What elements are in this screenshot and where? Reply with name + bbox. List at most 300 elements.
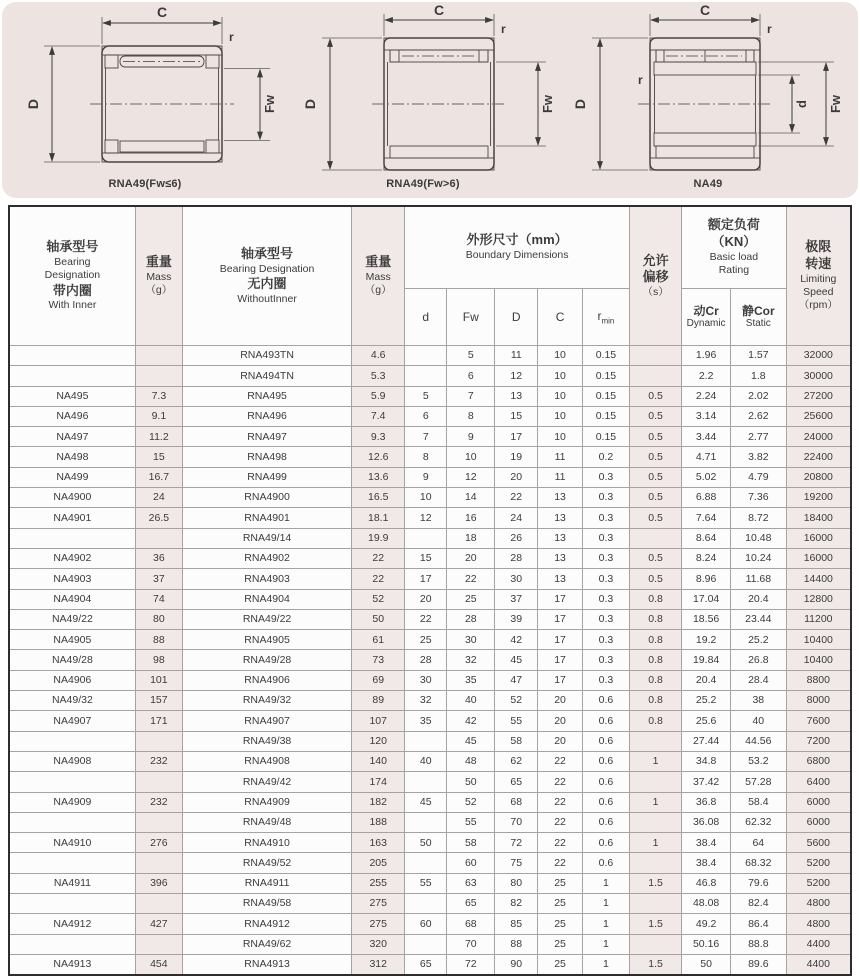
- cell-d: 12: [405, 508, 447, 528]
- cell-na-designation: NA4907: [9, 711, 135, 731]
- cell-static-cor: 53.2: [731, 751, 787, 771]
- table-row: [9, 386, 851, 406]
- cell-mass-na: 157: [135, 691, 182, 711]
- cell-d: 32: [405, 691, 447, 711]
- cell-mass-na: [135, 894, 182, 914]
- table-row: [9, 406, 851, 426]
- cell-d: [405, 366, 447, 386]
- cell-outer-diameter: 24: [495, 508, 538, 528]
- cell-outer-diameter: 19: [495, 447, 538, 467]
- cell-fw: 42: [447, 711, 495, 731]
- cell-dynamic-cr: 34.8: [682, 751, 731, 771]
- cell-mass-na: 98: [135, 650, 182, 670]
- cell-offset: 1.5: [630, 873, 682, 893]
- table-row: [9, 548, 851, 568]
- table-row: [9, 873, 851, 893]
- cell-mass-na: 80: [135, 609, 182, 629]
- cell-d: 25: [405, 630, 447, 650]
- col-header-mass-no-inner: 重量 Mass （g）: [352, 206, 405, 346]
- cell-width-c: 10: [538, 346, 583, 366]
- cell-na-designation: NA4901: [9, 508, 135, 528]
- table-row: [9, 751, 851, 771]
- cell-na-designation: [9, 346, 135, 366]
- cell-dynamic-cr: 8.24: [682, 548, 731, 568]
- cell-fw: 48: [447, 751, 495, 771]
- cell-d: [405, 346, 447, 366]
- cell-d: [405, 731, 447, 751]
- cell-offset: 0.5: [630, 406, 682, 426]
- table-row: [9, 508, 851, 528]
- col-header-fw: Fw: [447, 288, 495, 345]
- cell-offset: 1: [630, 751, 682, 771]
- cell-outer-diameter: 70: [495, 812, 538, 832]
- cell-fw: 22: [447, 569, 495, 589]
- table-row: [9, 467, 851, 487]
- cell-mass-na: [135, 346, 182, 366]
- cell-outer-diameter: 26: [495, 528, 538, 548]
- cell-fw: 18: [447, 528, 495, 548]
- col-header-d: d: [405, 288, 447, 345]
- cell-fw: 58: [447, 833, 495, 853]
- cell-mass-na: 232: [135, 751, 182, 771]
- cell-rna-designation: RNA493TN: [182, 346, 351, 366]
- cell-mass-rna: 275: [352, 914, 405, 934]
- col-header-mass-inner: 重量 Mass （g）: [135, 206, 182, 346]
- cell-rna-designation: RNA4901: [182, 508, 351, 528]
- table-row: [9, 792, 851, 812]
- cell-na-designation: NA49/28: [9, 650, 135, 670]
- cell-rna-designation: RNA49/52: [182, 853, 351, 873]
- cell-fw: 50: [447, 772, 495, 792]
- table-row: [9, 731, 851, 751]
- bearing-spec-table: [8, 205, 852, 976]
- table-row: [9, 894, 851, 914]
- col-header-limiting-speed: 极限 转速 Limiting Speed （rpm）: [786, 206, 851, 346]
- cell-rna-designation: RNA4905: [182, 630, 351, 650]
- cell-fw: 63: [447, 873, 495, 893]
- cell-static-cor: 11.68: [731, 569, 787, 589]
- table-row: [9, 650, 851, 670]
- cell-fw: 25: [447, 589, 495, 609]
- bearing-diagram-rna49-small-fw: [10, 2, 280, 190]
- cell-dynamic-cr: 3.44: [682, 427, 731, 447]
- cell-static-cor: 68.32: [731, 853, 787, 873]
- cell-rna-designation: RNA49/28: [182, 650, 351, 670]
- cell-limiting-speed: 4800: [786, 914, 851, 934]
- col-header-basic-load-rating: 额定负荷 （KN） Basic load Rating: [682, 206, 786, 288]
- cell-static-cor: 57.28: [731, 772, 787, 792]
- col-header-rmin: $r_{min}$: [582, 288, 629, 345]
- cell-rmin: 0.6: [582, 731, 629, 751]
- cell-mass-rna: 13.6: [352, 467, 405, 487]
- cell-fw: 65: [447, 894, 495, 914]
- dim-label-r: r: [229, 30, 234, 44]
- cell-limiting-speed: 30000: [786, 366, 851, 386]
- cell-outer-diameter: 11: [495, 346, 538, 366]
- cell-rna-designation: RNA4911: [182, 873, 351, 893]
- bearing-cross-section-icon: [566, 4, 850, 180]
- cell-rmin: 0.6: [582, 853, 629, 873]
- cell-static-cor: 38: [731, 691, 787, 711]
- cell-limiting-speed: 8800: [786, 670, 851, 690]
- bearing-cross-section-icon: [288, 4, 558, 180]
- cell-fw: 52: [447, 792, 495, 812]
- cell-limiting-speed: 7600: [786, 711, 851, 731]
- cell-outer-diameter: 62: [495, 751, 538, 771]
- cell-rmin: 0.3: [582, 569, 629, 589]
- cell-rmin: 0.3: [582, 589, 629, 609]
- cell-dynamic-cr: 25.2: [682, 691, 731, 711]
- cell-dynamic-cr: 38.4: [682, 833, 731, 853]
- cell-static-cor: 2.02: [731, 386, 787, 406]
- table-body: [9, 346, 851, 976]
- col-header-with-inner: 轴承型号 Bearing Designation 带内圈 With Inner: [9, 206, 135, 346]
- dim-label-fw: Fw: [540, 94, 555, 114]
- cell-d: [405, 853, 447, 873]
- cell-offset: 1.5: [630, 914, 682, 934]
- cell-mass-rna: 5.9: [352, 386, 405, 406]
- cell-d: [405, 812, 447, 832]
- cell-mass-na: 7.3: [135, 386, 182, 406]
- cell-rmin: 0.3: [582, 650, 629, 670]
- col-header-width-c: C: [538, 288, 583, 345]
- cell-limiting-speed: 5600: [786, 833, 851, 853]
- cell-rmin: 0.15: [582, 406, 629, 426]
- cell-mass-na: 9.1: [135, 406, 182, 426]
- cell-static-cor: 25.2: [731, 630, 787, 650]
- cell-mass-rna: 52: [352, 589, 405, 609]
- cell-limiting-speed: 32000: [786, 346, 851, 366]
- cell-offset: [630, 366, 682, 386]
- dim-label-r: r: [767, 22, 772, 36]
- cell-d: 40: [405, 751, 447, 771]
- table-row: [9, 711, 851, 731]
- cell-mass-rna: 73: [352, 650, 405, 670]
- cell-limiting-speed: 5200: [786, 873, 851, 893]
- cell-fw: 32: [447, 650, 495, 670]
- cell-na-designation: NA4903: [9, 569, 135, 589]
- cell-mass-rna: 255: [352, 873, 405, 893]
- cell-width-c: 25: [538, 934, 583, 954]
- cell-mass-na: 101: [135, 670, 182, 690]
- cell-d: [405, 894, 447, 914]
- cell-width-c: 13: [538, 548, 583, 568]
- cell-rmin: 0.15: [582, 366, 629, 386]
- cell-mass-na: 88: [135, 630, 182, 650]
- cell-rna-designation: RNA4907: [182, 711, 351, 731]
- cell-na-designation: NA497: [9, 427, 135, 447]
- cell-mass-rna: 22: [352, 548, 405, 568]
- cell-offset: 0.8: [630, 711, 682, 731]
- diagram-caption: NA49: [693, 178, 723, 190]
- cell-mass-na: [135, 772, 182, 792]
- cell-rna-designation: RNA49/42: [182, 772, 351, 792]
- cell-fw: 55: [447, 812, 495, 832]
- cell-width-c: 10: [538, 406, 583, 426]
- cell-na-designation: NA499: [9, 467, 135, 487]
- col-header-static-cor: 静Cor Static: [731, 288, 787, 345]
- table-row: [9, 772, 851, 792]
- cell-fw: 35: [447, 670, 495, 690]
- cell-width-c: 13: [538, 508, 583, 528]
- cell-mass-rna: 22: [352, 569, 405, 589]
- cell-rmin: 1: [582, 894, 629, 914]
- cell-rmin: 0.6: [582, 792, 629, 812]
- cell-d: 55: [405, 873, 447, 893]
- cell-rmin: 0.3: [582, 670, 629, 690]
- cell-d: [405, 528, 447, 548]
- cell-dynamic-cr: 49.2: [682, 914, 731, 934]
- cell-outer-diameter: 52: [495, 691, 538, 711]
- cell-dynamic-cr: 37.42: [682, 772, 731, 792]
- spec-table-container: [8, 205, 852, 976]
- cell-offset: [630, 894, 682, 914]
- cell-dynamic-cr: 36.8: [682, 792, 731, 812]
- cell-limiting-speed: 4800: [786, 894, 851, 914]
- cell-mass-rna: 275: [352, 894, 405, 914]
- table-row: [9, 934, 851, 954]
- cell-outer-diameter: 47: [495, 670, 538, 690]
- cell-d: 15: [405, 548, 447, 568]
- cell-width-c: 17: [538, 630, 583, 650]
- cell-width-c: 25: [538, 873, 583, 893]
- table-row: [9, 569, 851, 589]
- col-header-without-inner: 轴承型号 Bearing Designation 无内圈 WithoutInner: [182, 206, 351, 346]
- cell-rmin: 0.6: [582, 751, 629, 771]
- cell-rna-designation: RNA4903: [182, 569, 351, 589]
- cell-width-c: 17: [538, 670, 583, 690]
- cell-d: 45: [405, 792, 447, 812]
- cell-d: 60: [405, 914, 447, 934]
- cell-mass-na: 15: [135, 447, 182, 467]
- cell-na-designation: NA4900: [9, 488, 135, 508]
- cell-offset: 0.8: [630, 630, 682, 650]
- cell-rmin: 0.6: [582, 812, 629, 832]
- cell-rmin: 1: [582, 914, 629, 934]
- cell-outer-diameter: 28: [495, 548, 538, 568]
- cell-width-c: 20: [538, 731, 583, 751]
- cell-mass-na: 276: [135, 833, 182, 853]
- cell-outer-diameter: 15: [495, 406, 538, 426]
- cell-d: 10: [405, 488, 447, 508]
- cell-mass-na: 74: [135, 589, 182, 609]
- diagram-caption: RNA49(Fw>6): [386, 178, 460, 190]
- col-header-allowed-offset: 允许 偏移 （s）: [630, 206, 682, 346]
- table-row: [9, 427, 851, 447]
- cell-mass-na: 171: [135, 711, 182, 731]
- cell-static-cor: 1.8: [731, 366, 787, 386]
- dim-label-bore: d: [794, 100, 809, 108]
- cell-outer-diameter: 39: [495, 609, 538, 629]
- cell-rna-designation: RNA49/58: [182, 894, 351, 914]
- dim-label-c: C: [433, 4, 445, 18]
- cell-na-designation: NA4905: [9, 630, 135, 650]
- cell-limiting-speed: 10400: [786, 630, 851, 650]
- cell-width-c: 22: [538, 853, 583, 873]
- cell-width-c: 11: [538, 447, 583, 467]
- cell-static-cor: 8.72: [731, 508, 787, 528]
- cell-d: 35: [405, 711, 447, 731]
- cell-dynamic-cr: 1.96: [682, 346, 731, 366]
- cell-mass-rna: 205: [352, 853, 405, 873]
- cell-mass-rna: 320: [352, 934, 405, 954]
- cell-na-designation: NA4909: [9, 792, 135, 812]
- cell-static-cor: 89.6: [731, 954, 787, 975]
- cell-width-c: 13: [538, 528, 583, 548]
- cell-offset: 1: [630, 833, 682, 853]
- cell-width-c: 22: [538, 812, 583, 832]
- cell-outer-diameter: 20: [495, 467, 538, 487]
- cell-na-designation: NA4911: [9, 873, 135, 893]
- cell-mass-na: [135, 366, 182, 386]
- cell-outer-diameter: 68: [495, 792, 538, 812]
- cell-dynamic-cr: 3.14: [682, 406, 731, 426]
- cell-dynamic-cr: 20.4: [682, 670, 731, 690]
- cell-mass-rna: 120: [352, 731, 405, 751]
- cell-width-c: 25: [538, 894, 583, 914]
- cell-dynamic-cr: 38.4: [682, 853, 731, 873]
- cell-offset: [630, 812, 682, 832]
- cell-d: 28: [405, 650, 447, 670]
- cell-mass-rna: 12.6: [352, 447, 405, 467]
- table-row: [9, 366, 851, 386]
- cell-mass-rna: 5.3: [352, 366, 405, 386]
- cell-limiting-speed: 8000: [786, 691, 851, 711]
- table-row: [9, 954, 851, 975]
- dim-label-r: r: [501, 22, 506, 36]
- cell-mass-rna: 16.5: [352, 488, 405, 508]
- cell-outer-diameter: 55: [495, 711, 538, 731]
- cell-limiting-speed: 10400: [786, 650, 851, 670]
- cell-offset: 0.5: [630, 569, 682, 589]
- cell-dynamic-cr: 17.04: [682, 589, 731, 609]
- dim-label-outer-diameter: D: [302, 98, 318, 110]
- cell-outer-diameter: 65: [495, 772, 538, 792]
- cell-na-designation: [9, 772, 135, 792]
- cell-fw: 12: [447, 467, 495, 487]
- cell-outer-diameter: 80: [495, 873, 538, 893]
- cell-offset: [630, 934, 682, 954]
- cell-dynamic-cr: 2.24: [682, 386, 731, 406]
- cell-na-designation: [9, 853, 135, 873]
- cell-d: [405, 934, 447, 954]
- cell-rna-designation: RNA49/48: [182, 812, 351, 832]
- cell-limiting-speed: 14400: [786, 569, 851, 589]
- cell-rmin: 0.3: [582, 548, 629, 568]
- cell-outer-diameter: 58: [495, 731, 538, 751]
- dim-label-fw: Fw: [262, 94, 277, 114]
- cell-na-designation: [9, 366, 135, 386]
- cell-mass-rna: 50: [352, 609, 405, 629]
- cell-mass-rna: 89: [352, 691, 405, 711]
- cell-static-cor: 10.24: [731, 548, 787, 568]
- cell-width-c: 20: [538, 691, 583, 711]
- cell-static-cor: 4.79: [731, 467, 787, 487]
- cell-static-cor: 2.62: [731, 406, 787, 426]
- cell-outer-diameter: 22: [495, 488, 538, 508]
- cell-limiting-speed: 6800: [786, 751, 851, 771]
- cell-rna-designation: RNA4909: [182, 792, 351, 812]
- cell-static-cor: 64: [731, 833, 787, 853]
- cell-offset: 0.8: [630, 589, 682, 609]
- cell-d: 5: [405, 386, 447, 406]
- cell-width-c: 22: [538, 751, 583, 771]
- cell-static-cor: 44.56: [731, 731, 787, 751]
- cell-na-designation: NA4912: [9, 914, 135, 934]
- cell-limiting-speed: 11200: [786, 609, 851, 629]
- cell-rmin: 0.2: [582, 447, 629, 467]
- cell-outer-diameter: 12: [495, 366, 538, 386]
- cell-rna-designation: RNA4913: [182, 954, 351, 975]
- cell-limiting-speed: 12800: [786, 589, 851, 609]
- cell-mass-na: 26.5: [135, 508, 182, 528]
- cell-mass-rna: 163: [352, 833, 405, 853]
- cell-static-cor: 7.36: [731, 488, 787, 508]
- cell-width-c: 13: [538, 569, 583, 589]
- cell-limiting-speed: 16000: [786, 528, 851, 548]
- col-header-outer-diameter: D: [495, 288, 538, 345]
- cell-dynamic-cr: 4.71: [682, 447, 731, 467]
- cell-rmin: 1: [582, 873, 629, 893]
- cell-na-designation: [9, 528, 135, 548]
- cell-rmin: 0.3: [582, 609, 629, 629]
- cell-rmin: 0.15: [582, 427, 629, 447]
- table-row: [9, 833, 851, 853]
- bearing-diagram-rna49-large-fw: [288, 2, 558, 190]
- dim-label-fw: Fw: [828, 94, 843, 114]
- cell-fw: 40: [447, 691, 495, 711]
- cell-offset: 0.5: [630, 427, 682, 447]
- cell-limiting-speed: 24000: [786, 427, 851, 447]
- cell-rna-designation: RNA49/14: [182, 528, 351, 548]
- cell-rna-designation: RNA4912: [182, 914, 351, 934]
- cell-offset: 0.5: [630, 488, 682, 508]
- cell-offset: 1.5: [630, 954, 682, 975]
- cell-dynamic-cr: 8.96: [682, 569, 731, 589]
- table-row: [9, 691, 851, 711]
- cell-fw: 45: [447, 731, 495, 751]
- cell-mass-na: 16.7: [135, 467, 182, 487]
- cell-rmin: 0.6: [582, 772, 629, 792]
- cell-na-designation: NA4902: [9, 548, 135, 568]
- cell-static-cor: 28.4: [731, 670, 787, 690]
- cell-width-c: 17: [538, 650, 583, 670]
- cell-mass-na: [135, 812, 182, 832]
- cell-mass-na: [135, 731, 182, 751]
- cell-rna-designation: RNA498: [182, 447, 351, 467]
- cell-mass-rna: 182: [352, 792, 405, 812]
- table-row: [9, 630, 851, 650]
- cell-dynamic-cr: 18.56: [682, 609, 731, 629]
- cell-rmin: 0.6: [582, 711, 629, 731]
- bearing-diagram-na49: [566, 2, 850, 190]
- cell-rmin: 0.15: [582, 346, 629, 366]
- cell-d: 65: [405, 954, 447, 975]
- cell-fw: 5: [447, 346, 495, 366]
- cell-limiting-speed: 22400: [786, 447, 851, 467]
- cell-limiting-speed: 27200: [786, 386, 851, 406]
- cell-mass-na: 396: [135, 873, 182, 893]
- table-row: [9, 447, 851, 467]
- cell-limiting-speed: 4400: [786, 954, 851, 975]
- cell-fw: 7: [447, 386, 495, 406]
- cell-d: 20: [405, 589, 447, 609]
- cell-fw: 8: [447, 406, 495, 426]
- cell-fw: 68: [447, 914, 495, 934]
- cell-fw: 60: [447, 853, 495, 873]
- cell-dynamic-cr: 27.44: [682, 731, 731, 751]
- cell-outer-diameter: 85: [495, 914, 538, 934]
